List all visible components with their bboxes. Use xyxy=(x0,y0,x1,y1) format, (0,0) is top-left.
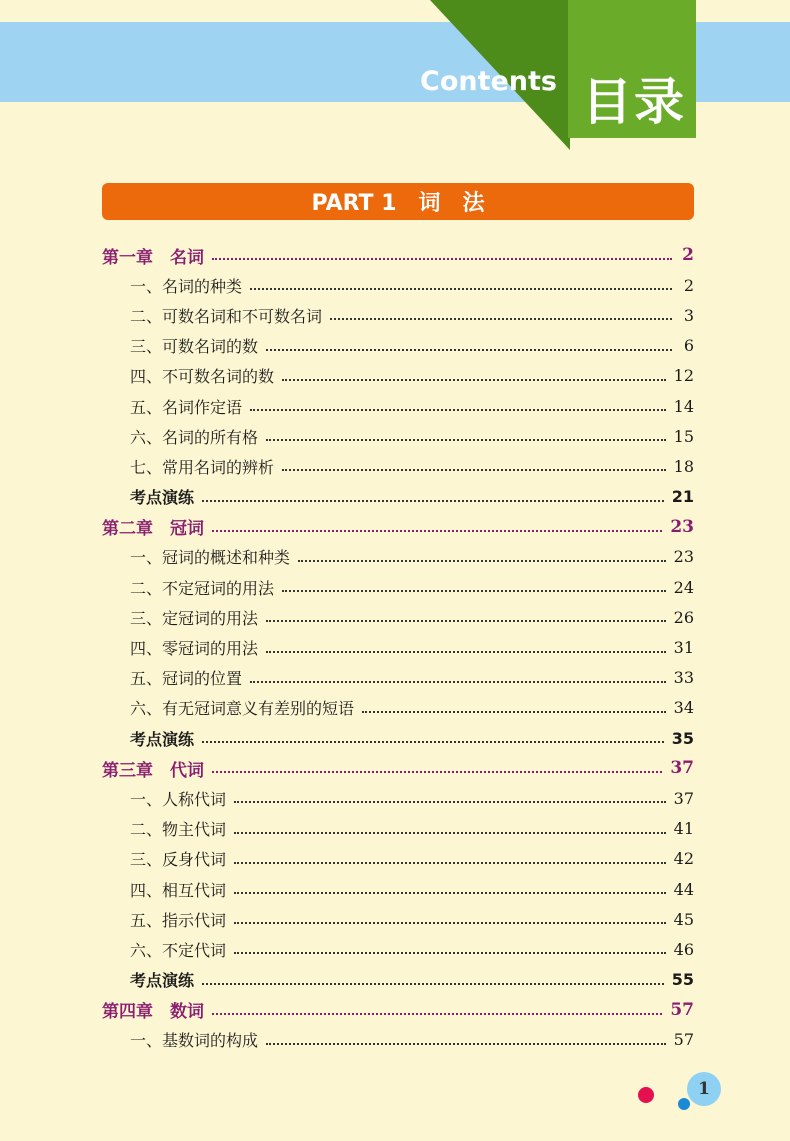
toc-page: 34 xyxy=(673,698,694,718)
toc-page: 33 xyxy=(673,668,694,688)
toc-page: 37 xyxy=(670,758,694,779)
toc-label: 二、物主代词 xyxy=(130,820,227,840)
toc-chapter-4[interactable] xyxy=(102,995,694,1025)
toc-page: 23 xyxy=(673,547,694,567)
toc-page: 42 xyxy=(673,849,694,869)
mulu-heading: 目录 xyxy=(582,73,686,131)
toc-item[interactable] xyxy=(102,874,694,904)
toc-page: 2 xyxy=(683,275,694,295)
toc-item[interactable] xyxy=(102,300,694,330)
toc-leader xyxy=(202,741,664,743)
toc-page: 31 xyxy=(673,638,694,658)
toc-chapter-3[interactable] xyxy=(102,753,694,783)
toc-page: 37 xyxy=(673,788,694,808)
toc-page: 44 xyxy=(673,879,694,899)
toc-label: 五、名词作定语 xyxy=(130,397,243,417)
toc-label: 考点演练 xyxy=(130,488,195,508)
toc-label: 四、零冠词的用法 xyxy=(130,639,259,659)
toc-item[interactable] xyxy=(102,934,694,964)
toc-exercise[interactable] xyxy=(102,723,694,753)
toc-leader xyxy=(212,1013,662,1015)
header-ribbon-fold xyxy=(540,102,568,138)
toc-label: 四、不可数名词的数 xyxy=(130,367,275,387)
toc-label: 一、冠词的概述和种类 xyxy=(130,548,291,568)
toc-item[interactable] xyxy=(102,1025,694,1055)
toc-leader xyxy=(282,590,666,592)
toc-page: 23 xyxy=(670,516,694,537)
toc-item[interactable] xyxy=(102,602,694,632)
toc-item[interactable] xyxy=(102,693,694,723)
toc-leader xyxy=(250,288,672,290)
toc-label: 一、基数词的构成 xyxy=(130,1031,259,1051)
toc-label: 五、指示代词 xyxy=(130,910,227,930)
toc-page: 41 xyxy=(673,819,694,839)
toc-page: 46 xyxy=(673,939,694,959)
toc-label: 三、定冠词的用法 xyxy=(130,608,259,628)
toc-label: 二、不定冠词的用法 xyxy=(130,578,275,598)
toc-label: 考点演练 xyxy=(130,729,195,749)
toc-label: 六、名词的所有格 xyxy=(130,427,259,447)
toc-label: 考点演练 xyxy=(130,971,195,991)
toc-item[interactable] xyxy=(102,331,694,361)
toc-page: 12 xyxy=(673,366,694,386)
toc-leader xyxy=(234,801,666,803)
toc-leader xyxy=(298,560,666,562)
toc-leader xyxy=(212,530,662,532)
toc-leader xyxy=(282,379,666,381)
toc-page: 2 xyxy=(682,245,694,266)
contents-heading: Contents xyxy=(420,66,558,97)
toc-page: 14 xyxy=(673,396,694,416)
toc-chapter-1[interactable] xyxy=(102,240,694,270)
toc-leader xyxy=(330,318,672,320)
toc-page: 57 xyxy=(673,1030,694,1050)
toc-label: 第二章 冠词 xyxy=(102,519,204,540)
toc-item[interactable] xyxy=(102,542,694,572)
toc-chapter-2[interactable] xyxy=(102,512,694,542)
toc-page: 35 xyxy=(671,728,694,748)
toc-label: 七、常用名词的辨析 xyxy=(130,457,275,477)
toc-leader xyxy=(250,409,666,411)
toc-item[interactable] xyxy=(102,783,694,813)
toc-label: 五、冠词的位置 xyxy=(130,669,243,689)
toc-page: 18 xyxy=(673,456,694,476)
toc-label: 第四章 数词 xyxy=(102,1002,204,1023)
toc-leader xyxy=(250,681,666,683)
toc-page: 6 xyxy=(683,336,694,356)
toc-leader xyxy=(234,892,666,894)
decorative-blue-dot xyxy=(678,1098,690,1110)
toc-item[interactable] xyxy=(102,663,694,693)
toc-label: 六、有无冠词意义有差别的短语 xyxy=(130,699,355,719)
toc-page: 24 xyxy=(673,577,694,597)
toc-label: 一、名词的种类 xyxy=(130,276,243,296)
toc-item[interactable] xyxy=(102,814,694,844)
page-number: 1 xyxy=(698,1079,710,1099)
decorative-red-dot xyxy=(638,1087,654,1103)
toc-leader xyxy=(362,711,666,713)
toc-page: 26 xyxy=(673,607,694,627)
toc-leader xyxy=(234,832,666,834)
toc-page: 45 xyxy=(673,909,694,929)
toc-leader xyxy=(212,258,672,260)
toc-leader xyxy=(282,469,666,471)
toc-label: 第三章 代词 xyxy=(102,760,204,781)
toc-label: 第一章 名词 xyxy=(102,247,204,268)
toc-leader xyxy=(266,439,666,441)
toc-label: 三、可数名词的数 xyxy=(130,337,259,357)
table-of-contents xyxy=(102,240,694,1055)
toc-page: 21 xyxy=(671,487,694,507)
toc-leader xyxy=(266,1043,666,1045)
toc-item[interactable] xyxy=(102,904,694,934)
toc-label: 二、可数名词和不可数名词 xyxy=(130,306,323,326)
toc-page: 55 xyxy=(671,970,694,990)
toc-leader xyxy=(266,620,666,622)
toc-exercise[interactable] xyxy=(102,482,694,512)
toc-leader xyxy=(212,771,662,773)
toc-leader xyxy=(266,349,672,351)
toc-label: 四、相互代词 xyxy=(130,880,227,900)
toc-item[interactable] xyxy=(102,632,694,662)
toc-item[interactable] xyxy=(102,421,694,451)
toc-page: 3 xyxy=(683,305,694,325)
toc-leader xyxy=(234,952,666,954)
toc-leader xyxy=(202,500,664,502)
toc-item[interactable] xyxy=(102,572,694,602)
toc-leader xyxy=(234,922,666,924)
toc-leader xyxy=(266,651,666,653)
toc-page: 57 xyxy=(670,999,694,1020)
toc-label: 六、不定代词 xyxy=(130,940,227,960)
toc-label: 三、反身代词 xyxy=(130,850,227,870)
toc-item[interactable] xyxy=(102,361,694,391)
toc-exercise[interactable] xyxy=(102,965,694,995)
toc-item[interactable] xyxy=(102,270,694,300)
toc-page: 15 xyxy=(673,426,694,446)
toc-item[interactable] xyxy=(102,844,694,874)
part-title-bar xyxy=(102,183,694,220)
toc-item[interactable] xyxy=(102,391,694,421)
toc-leader xyxy=(202,983,664,985)
toc-leader xyxy=(234,862,666,864)
toc-item[interactable] xyxy=(102,451,694,481)
toc-label: 一、人称代词 xyxy=(130,789,227,809)
part-title: PART 1 词 法 xyxy=(311,191,485,216)
page-number-badge xyxy=(687,1072,721,1106)
